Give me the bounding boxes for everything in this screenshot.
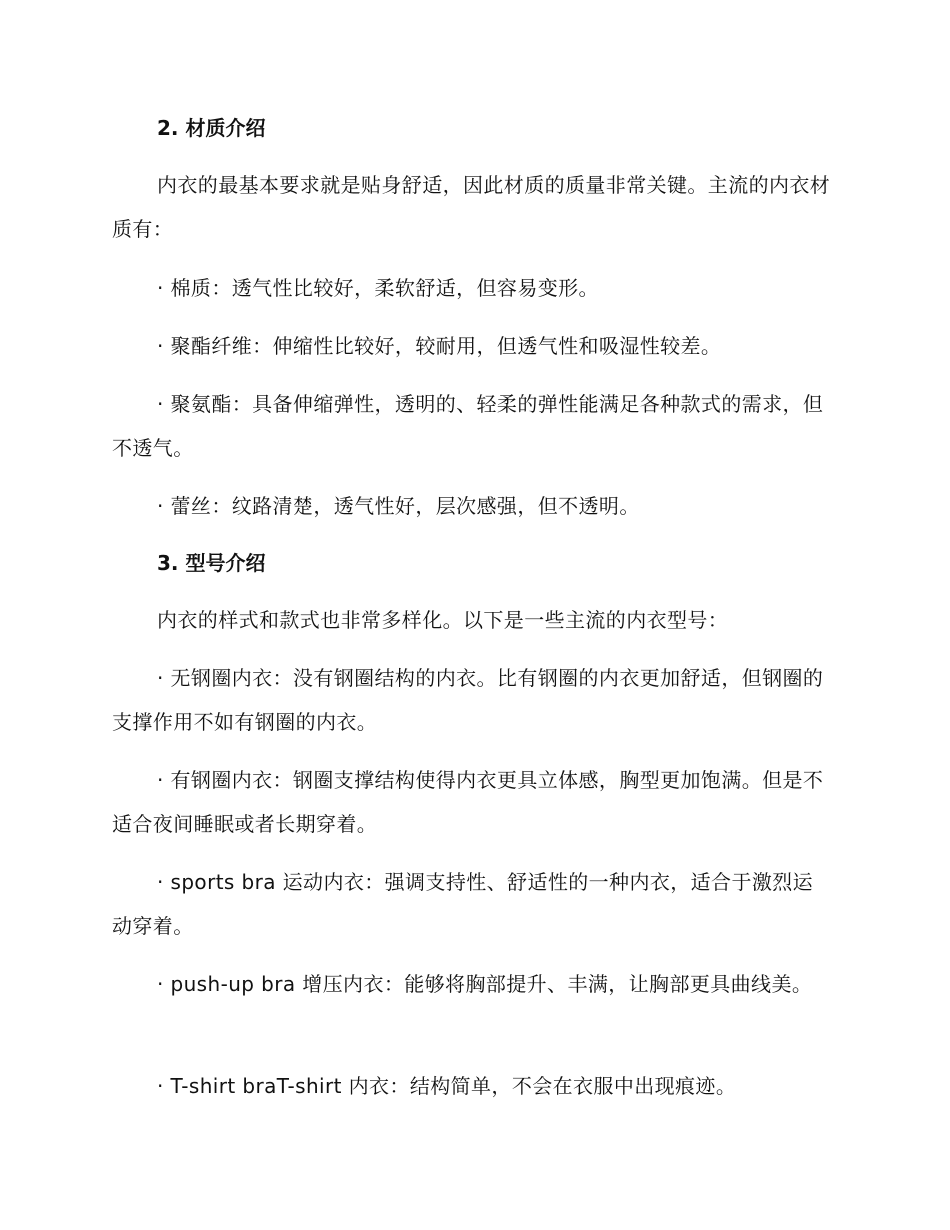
list-item-push-up-bra: · push-up bra 增压内衣：能够将胸部提升、丰满，让胸部更具曲线美。 xyxy=(157,972,813,996)
list-item-cotton: · 棉质：透气性比较好，柔软舒适，但容易变形。 xyxy=(157,276,599,300)
list-item-t-shirt-bra: · T-shirt braT-shirt 内衣：结构简单，不会在衣服中出现痕迹。 xyxy=(157,1074,737,1098)
models-intro-paragraph: 内衣的样式和款式也非常多样化。以下是一些主流的内衣型号： xyxy=(157,608,729,632)
list-item-sports-bra: · sports bra 运动内衣：强调支持性、舒适性的一种内衣，适合于激烈运动穿着。 xyxy=(112,870,814,938)
list-item-polyester: · 聚酯纤维：伸缩性比较好，较耐用，但透气性和吸湿性较差。 xyxy=(157,334,722,358)
list-item-lace: · 蕾丝：纹路清楚，透气性好，层次感强，但不透明。 xyxy=(157,494,640,518)
section-heading-materials: 2. 材质介绍 xyxy=(157,116,266,140)
list-item-polyurethane: · 聚氨酯：具备伸缩弹性，透明的、轻柔的弹性能满足各种款式的需求，但不透气。 xyxy=(112,392,824,460)
list-item-wireless-bra: · 无钢圈内衣：没有钢圈结构的内衣。比有钢圈的内衣更加舒适，但钢圈的支撑作用不如有钢圈的内衣。 xyxy=(112,666,824,734)
list-item-underwire-bra: · 有钢圈内衣：钢圈支撑结构使得内衣更具立体感，胸型更加饱满。但是不适合夜间睡眠或者长期穿着。 xyxy=(112,768,824,836)
materials-intro-paragraph: 内衣的最基本要求就是贴身舒适，因此材质的质量非常关键。主流的内衣材质有： xyxy=(112,173,831,241)
section-heading-models: 3. 型号介绍 xyxy=(157,551,266,575)
